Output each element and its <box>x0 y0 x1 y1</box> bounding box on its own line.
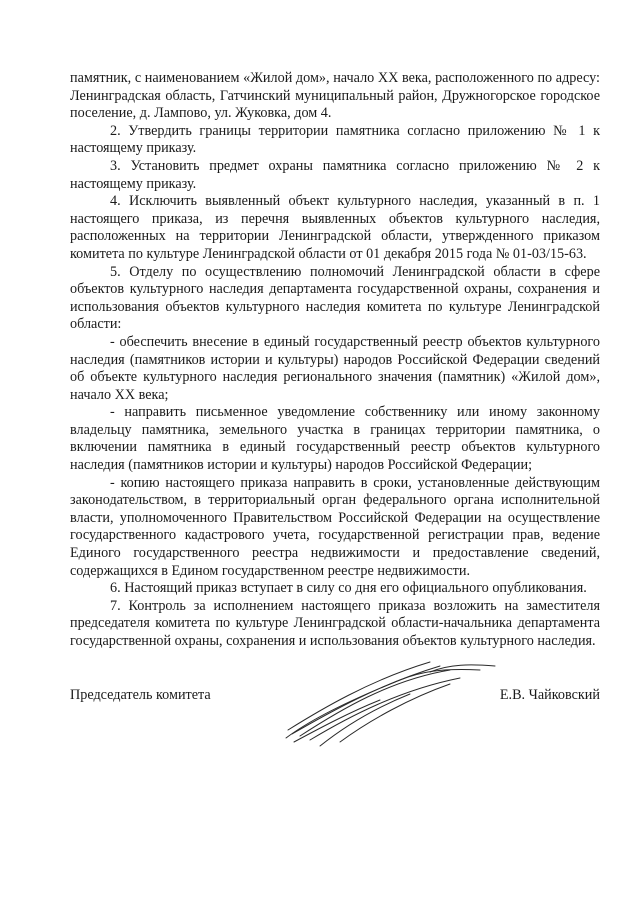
signatory-name: Е.В. Чайковский <box>499 687 600 703</box>
paragraph: 4. Исключить выявленный объект культурного наследия, указанный в п. 1 настоящего приказа, из перечня выявленных объектов культурного наследия, расположенных на территории Ленинградской области, утвержденного приказом комитета по культуре Ленинградской области от 01 декабря 2015 года № 01-03/15-63. <box>70 193 600 262</box>
handwritten-signature <box>280 650 500 750</box>
paragraph: - направить письменное уведомление собственнику или иному законному владельцу памятника, земельного участка в границах территории памятника, о включении памятника в единый государственный реестр объектов культурного наследия (памятников истории и культуры) народов Российской Федерации; <box>70 404 600 474</box>
paragraph: - копию настоящего приказа направить в сроки, установленные действующим законодательством, в территориальный орган федерального органа исполнительной власти, уполномоченного Правительством Российской Федерации на осуществление государственного кадастрового учета, государственной регистрации прав, ведение Единого государственного реестра недвижимости и предоставление сведений, содержащихся в Едином государственном реестре недвижимости. <box>70 474 600 579</box>
paragraph: - обеспечить внесение в единый государственный реестр объектов культурного наследия (памятников истории и культуры) народов Российской Федерации сведений об объекте культурного наследия регионального значения (памятник) «Жилой дом», начало XX века; <box>70 333 600 403</box>
paragraph: 7. Контроль за исполнением настоящего приказа возложить на заместителя председателя комитета по культуре Ленинградской области-начальника департамента государственной охраны, сохранения и использования объектов культурного наследия. <box>70 597 600 649</box>
document-body <box>70 70 600 651</box>
paragraph: 6. Настоящий приказ вступает в силу со дня его официального опубликования. <box>110 580 587 597</box>
paragraph: памятник, с наименованием «Жилой дом», начало XX века, расположенного по адресу: Ленинградская область, Гатчинский муниципальный район, Дружногорское городское поселение, д. Лампово, ул. Жуковка, дом 4. <box>70 70 600 122</box>
paragraph: 5. Отделу по осуществлению полномочий Ленинградской области в сфере объектов культурного наследия департамента государственной охраны, сохранения и использования объектов культурного наследия комитета по культуре Ленинградской области: <box>70 263 600 333</box>
signatory-title: Председатель комитета <box>70 687 211 703</box>
paragraph: 3. Установить предмет охраны памятника согласно приложению № 2 к настоящему приказу. <box>70 157 600 192</box>
paragraph: 2. Утвердить границы территории памятника согласно приложению № 1 к настоящему приказу. <box>70 122 600 157</box>
